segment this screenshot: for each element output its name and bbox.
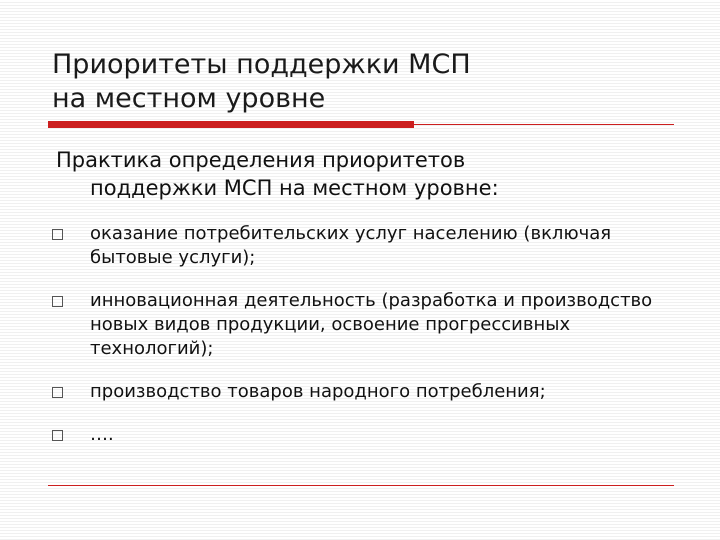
hollow-square-icon bbox=[52, 229, 63, 240]
slide-title-line-1: Приоритеты поддержки МСП bbox=[52, 49, 471, 80]
lead-line-2: поддержки МСП на местном уровне: bbox=[90, 176, 499, 200]
hollow-square-icon bbox=[52, 387, 63, 398]
lead-text bbox=[56, 146, 676, 202]
bullet-item bbox=[52, 380, 682, 404]
lead-line-1: Практика определения приоритетов bbox=[56, 148, 466, 172]
footer-divider bbox=[48, 485, 674, 486]
title-divider-accent-bar bbox=[48, 121, 414, 128]
bullet-item bbox=[52, 222, 682, 270]
bullet-text: …. bbox=[90, 424, 114, 445]
slide-title bbox=[52, 48, 672, 116]
slide-title-line-2: на местном уровне bbox=[52, 83, 326, 114]
hollow-square-icon bbox=[52, 296, 63, 307]
bullet-text: инновационная деятельность (разработка и производство новых видов продукции, освоение прогрессивных технологий); bbox=[90, 290, 653, 359]
bullet-item bbox=[52, 289, 682, 361]
bullet-list bbox=[52, 222, 682, 466]
title-divider bbox=[48, 121, 674, 129]
bullet-text: производство товаров народного потребления; bbox=[90, 381, 546, 402]
bullet-text: оказание потребительских услуг населению (включая бытовые услуги); bbox=[90, 223, 612, 268]
hollow-square-icon bbox=[52, 430, 63, 441]
bullet-item bbox=[52, 423, 682, 447]
